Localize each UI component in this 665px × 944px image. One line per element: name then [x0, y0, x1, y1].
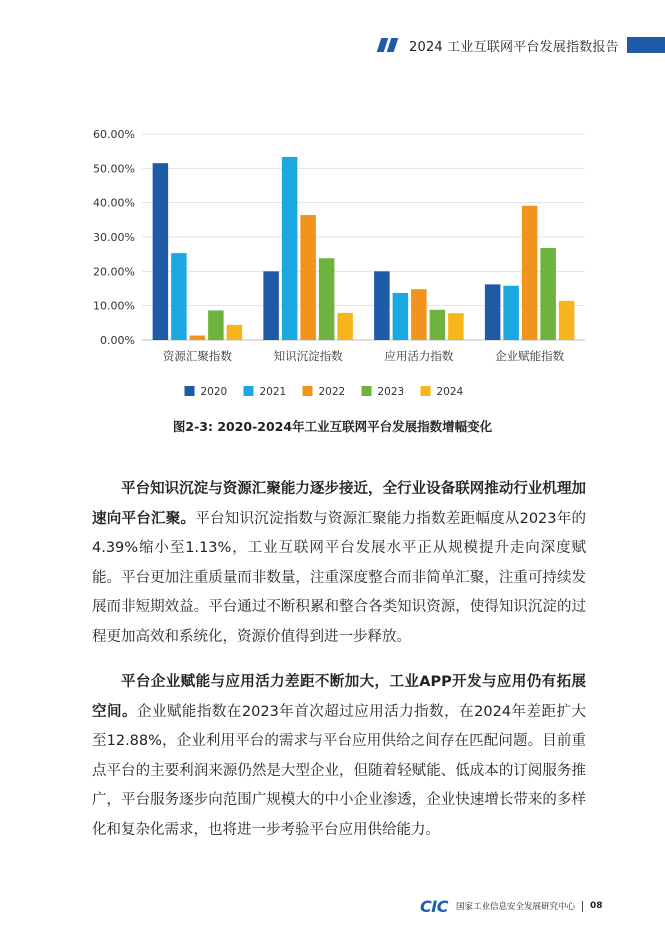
- legend-entry: 2022: [318, 386, 346, 398]
- index-growth-bar-chart: [0, 0, 665, 420]
- x-tick-label: 资源汇聚指数: [162, 349, 232, 363]
- footer-organization: 国家工业信息安全发展研究中心: [455, 902, 575, 912]
- bar-2022: [522, 206, 538, 340]
- x-tick-label: 应用活力指数: [384, 349, 454, 363]
- legend-swatch: [303, 386, 313, 396]
- bar-2024: [559, 301, 575, 340]
- y-tick-label: 40.00%: [93, 196, 135, 210]
- paragraph-text: 企业赋能指数在2023年首次超过应用活力指数，在2024年差距扩大至12.88%，企业利用平台的需求与平台应用供给之间存在匹配问题。目前重点平台的主要利润来源仍然是大型企业，但随着轻赋能、低成本的订阅服务推广，平台服务逐步向范围广规模大的中小企业渗透，企业快速增长带来的多样化和复杂化需求，也将进一步考验平台应用供给能力。: [92, 703, 586, 838]
- cic-logo: CIC: [420, 896, 448, 916]
- y-tick-label: 60.00%: [93, 128, 135, 141]
- y-tick-label: 20.00%: [93, 265, 135, 279]
- bar-2023: [540, 248, 556, 340]
- paragraph-knowledge: [92, 475, 586, 652]
- y-tick-label: 30.00%: [93, 231, 135, 244]
- y-tick-label: 0.00%: [100, 334, 135, 347]
- y-tick-label: 10.00%: [93, 299, 135, 313]
- paragraph-lead: 平台知识沉淀与资源汇聚能力逐步接近，全行业设备联网推动行业机理加速向平台汇聚。: [92, 481, 586, 527]
- bar-2024: [337, 313, 353, 340]
- page-number: 08: [589, 901, 603, 911]
- legend-entry: 2021: [259, 386, 287, 398]
- legend-swatch: [244, 386, 254, 396]
- report-title: 2024 工业互联网平台发展指数报告: [409, 40, 619, 55]
- bar-2020: [263, 271, 279, 340]
- bar-2021: [282, 157, 298, 340]
- bar-2023: [430, 310, 446, 340]
- x-tick-label: 知识沉淀指数: [273, 349, 343, 363]
- bar-2023: [208, 310, 224, 340]
- legend-swatch: [362, 386, 372, 396]
- legend-swatch: [185, 386, 195, 396]
- x-tick-label: 企业赋能指数: [495, 349, 565, 363]
- figure-caption: 图2-3: 2020-2024年工业互联网平台发展指数增幅变化: [172, 419, 493, 434]
- paragraph-text: 平台知识沉淀指数与资源汇聚能力指数差距幅度从2023年的4.39%缩小至1.13%，工业互联网平台发展水平正从规模提升走向深度赋能。平台更加注重质量而非数量，注重深度整合而非简单汇聚，注重可持续发展而非短期效益。平台通过不断积累和整合各类知识资源，使得知识沉淀的过程更加高效和系统化，资源价值得到进一步释放。: [92, 510, 586, 645]
- legend-entry: 2024: [436, 386, 464, 398]
- legend-swatch: [421, 386, 431, 396]
- bar-2022: [411, 289, 427, 340]
- bar-2021: [503, 286, 519, 340]
- bar-2023: [319, 258, 335, 340]
- y-tick-label: 50.00%: [93, 162, 135, 176]
- paragraph-empowerment: [92, 668, 586, 845]
- bar-2020: [153, 163, 169, 340]
- bar-2020: [374, 271, 390, 340]
- bar-2020: [485, 284, 501, 340]
- page-footer: [420, 896, 602, 916]
- bar-2024: [448, 313, 464, 340]
- bar-2024: [227, 325, 243, 340]
- bar-2021: [171, 253, 187, 340]
- bar-2021: [393, 293, 409, 340]
- footer-divider: [582, 901, 583, 912]
- paragraph-lead: 平台企业赋能与应用活力差距不断加大，工业APP开发与应用仍有拓展空间。: [92, 674, 586, 720]
- legend-entry: 2023: [377, 386, 405, 398]
- bar-2022: [300, 215, 316, 340]
- legend-entry: 2020: [200, 386, 228, 398]
- bar-2022: [190, 336, 206, 340]
